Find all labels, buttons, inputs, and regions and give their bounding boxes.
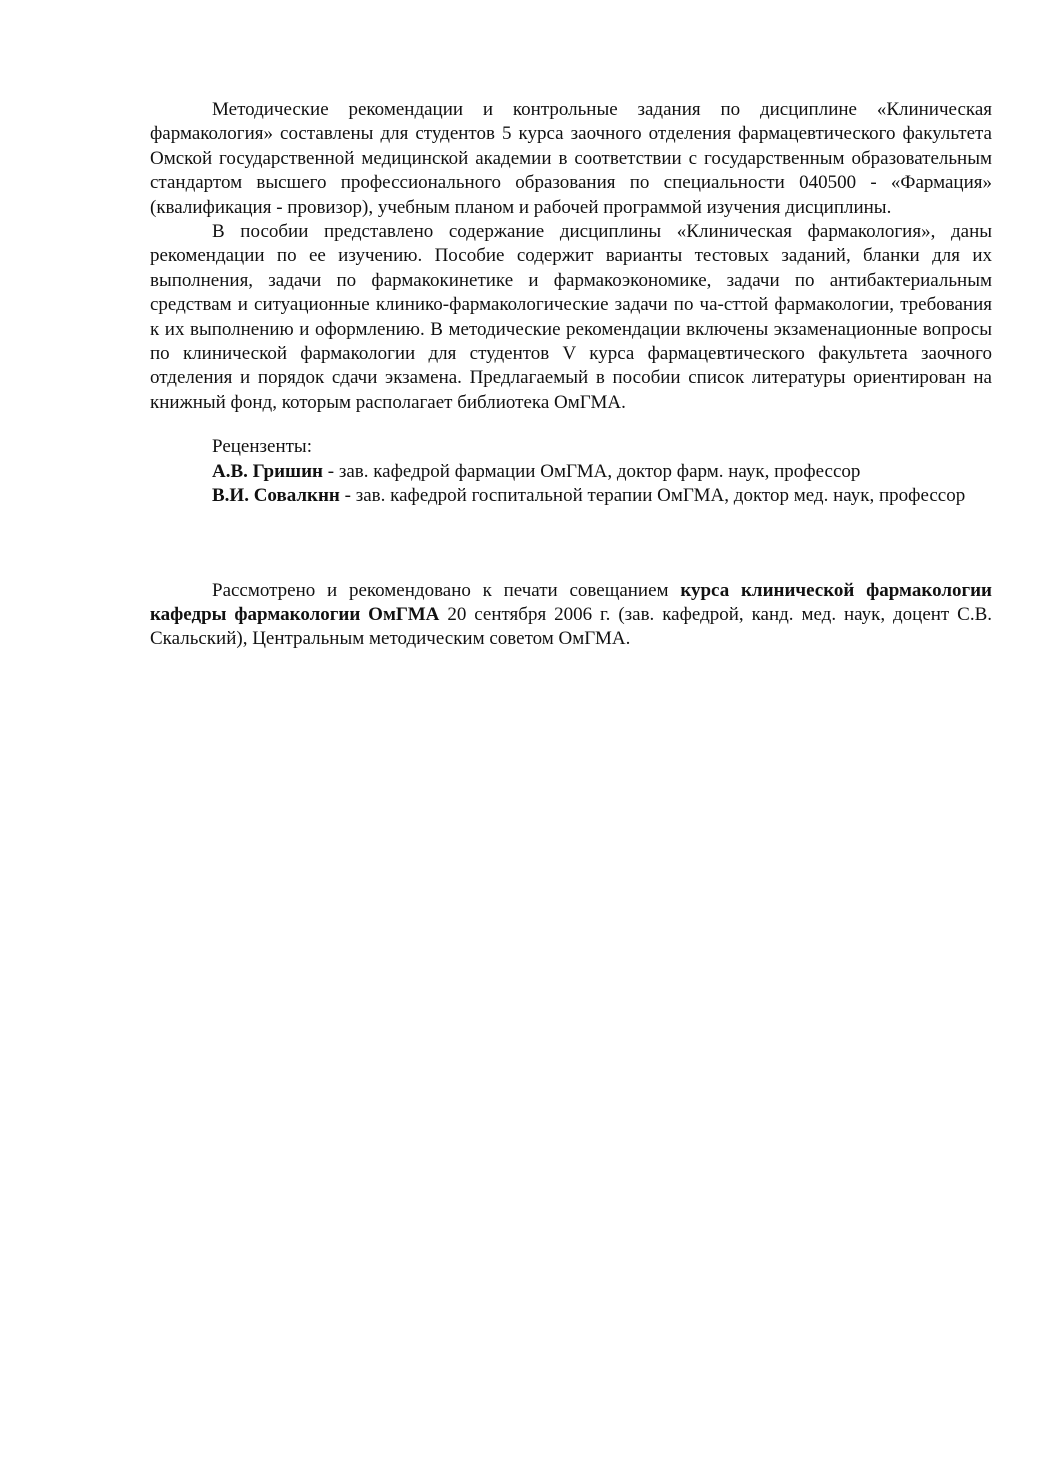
intro-paragraph-2: В пособии представлено содержание дисциплины «Клиническая фармакология», даны рекомендации по ее изучению. Пособие содержит варианты тестовых заданий, бланки для их выполнения, задачи по фармакокинетике и фармакоэкономике, задачи по антибактериальным средствам и ситуационные клинико-фармакологические задачи по ча-сттой фармакологии, требования к их выполнению и оформлению. В методические рекомендации включены экзаменационные вопросы по клинической фармакологии для студентов V курса фармацевтического факультета заочного отделения и порядок сдачи экзамена. Предлагаемый в пособии список литературы ориентирован на книжный фонд, которым располагает библиотека ОмГМА.	[150, 221, 992, 413]
spacer	[150, 509, 992, 579]
spacer	[150, 415, 992, 435]
intro-paragraph-1: Методические рекомендации и контрольные задания по дисциплине «Клиническая фармакология» составлены для студентов 5 курса заочного отделения фармацевтического факультета Омской государственной медицинской академии в соответствии с государственным образовательным стандартом высшего профессионального образования по специальности 040500 - «Фармация» (квалификация - провизор), учебным планом и рабочей программой изучения дисциплины.	[150, 99, 992, 218]
reviewer-1-description: - зав. кафедрой фармации ОмГМА, доктор фарм. наук, профессор	[323, 460, 861, 482]
reviewer-1	[150, 460, 992, 484]
approval-prefix: Рассмотрено и рекомендовано к печати совещанием	[212, 579, 681, 601]
approval-bold: курса клинической фармакологии кафедры фармакологии ОмГМА	[150, 579, 992, 625]
reviewer-2	[150, 484, 992, 508]
document-page	[150, 98, 992, 652]
reviewer-2-description: - зав. кафедрой госпитальной терапии ОмГМА, доктор мед. наук, профессор	[339, 485, 966, 507]
approval-paragraph	[150, 579, 992, 652]
reviewer-1-name: А.В. Гришин	[212, 460, 323, 482]
reviewer-2-name: В.И. Совалкнн	[212, 485, 340, 507]
reviewers-heading: Рецензенты:	[212, 436, 312, 458]
approval-suffix: 20 сентября 2006 г. (зав. кафедрой, канд. мед. наук, доцент С.В. Скальский), Центральным методическим советом ОмГМА.	[150, 603, 992, 650]
